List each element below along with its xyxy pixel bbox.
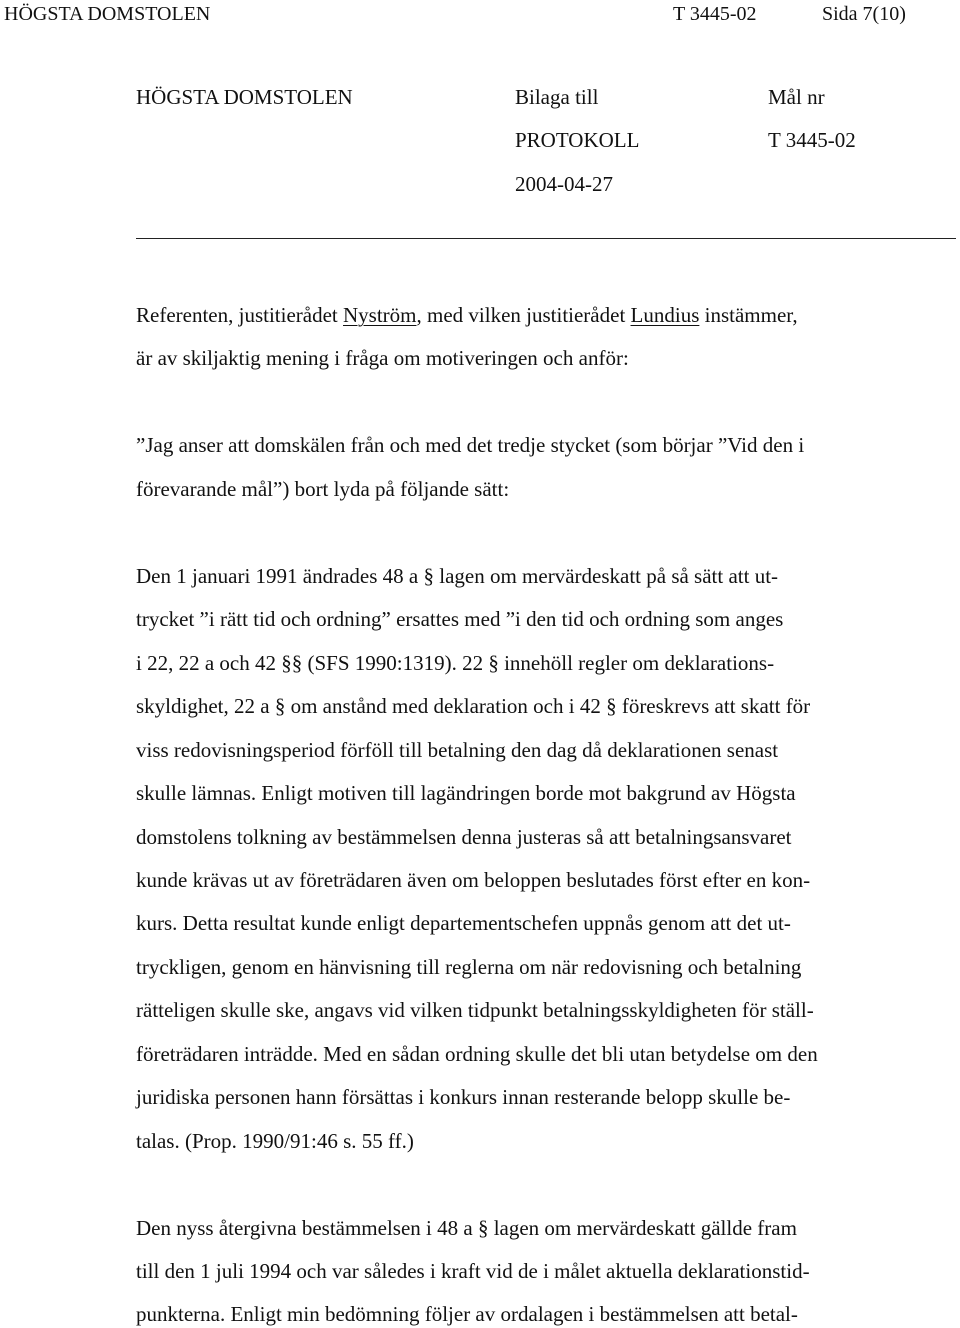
paragraph1-line: viss redovisningsperiod förföll till betalning den dag då deklarationen senast xyxy=(136,738,779,762)
intro-text: Referenten, justitierådet xyxy=(136,303,343,327)
paragraph1-line: kurs. Detta resultat kunde enligt departementschefen uppnås genom att det ut- xyxy=(136,911,791,935)
paragraph1-line: företrädaren inträdde. Med en sådan ordning skulle det bli utan betydelse om den xyxy=(136,1042,818,1066)
paragraph1-line: kunde krävas ut av företrädaren även om beloppen beslutades först efter en kon- xyxy=(136,868,811,892)
paragraph1-line: talas. (Prop. 1990/91:46 s. 55 ff.) xyxy=(136,1129,414,1153)
header-case-number: T 3445-02 xyxy=(768,128,856,152)
header-doc-type-line2: PROTOKOLL xyxy=(515,128,640,152)
paragraph1-line: rätteligen skulle ske, angavs vid vilken tidpunkt betalningsskyldigheten för ställ- xyxy=(136,998,814,1022)
header-date: 2004-04-27 xyxy=(515,172,613,196)
concurring-justice-name: Lundius xyxy=(630,303,700,327)
paragraph1-line: i 22, 22 a och 42 §§ (SFS 1990:1319). 22 § innehöll regler om deklarations- xyxy=(136,651,775,675)
paragraph1-line: Den 1 januari 1991 ändrades 48 a § lagen om mervärdeskatt på så sätt att ut- xyxy=(136,564,779,588)
quote-intro-line: ”Jag anser att domskälen från och med det tredje stycket (som börjar ”Vid den i xyxy=(136,433,805,457)
referent-name: Nyström xyxy=(343,303,417,327)
header-divider xyxy=(136,238,956,239)
paragraph1-line: skulle lämnas. Enligt motiven till lagändringen borde mot bakgrund av Högsta xyxy=(136,781,796,805)
paragraph1-line: juridiska personen hann försättas i konkurs innan resterande belopp skulle be- xyxy=(136,1085,791,1109)
paragraph2-line: punkterna. Enligt min bedömning följer av ordalagen i bestämmelsen att betal- xyxy=(136,1302,798,1326)
paragraph1-line: domstolens tolkning av bestämmelsen denna justeras så att betalningsansvaret xyxy=(136,825,792,849)
intro-text: instämmer, xyxy=(699,303,798,327)
header-doc-type-line1: Bilaga till xyxy=(515,85,599,109)
intro-line-2: är av skiljaktig mening i fråga om motiveringen och anför: xyxy=(136,346,629,370)
header-court: HÖGSTA DOMSTOLEN xyxy=(136,85,353,109)
paragraph1-line: skyldighet, 22 a § om anstånd med deklaration och i 42 § föreskrevs att skatt för xyxy=(136,694,811,718)
quote-intro-line: förevarande mål”) bort lyda på följande sätt: xyxy=(136,477,510,501)
header-case-label: Mål nr xyxy=(768,85,825,109)
paragraph1-line: tryckligen, genom en hänvisning till reglerna om när redovisning och betalning xyxy=(136,955,802,979)
paragraph1-line: trycket ”i rätt tid och ordning” ersattes med ”i den tid och ordning som anges xyxy=(136,607,784,631)
paragraph2-line: Den nyss återgivna bestämmelsen i 48 a § lagen om mervärdeskatt gällde fram xyxy=(136,1216,797,1240)
intro-text: , med vilken justitierådet xyxy=(416,303,631,327)
intro-line-1 xyxy=(136,305,798,326)
paragraph2-line: till den 1 juli 1994 och var således i kraft vid de i målet aktuella deklarationstid- xyxy=(136,1259,810,1283)
running-header-court: HÖGSTA DOMSTOLEN xyxy=(4,3,211,25)
running-header-page: Sida 7(10) xyxy=(822,3,906,25)
running-header-case-number: T 3445-02 xyxy=(673,3,757,25)
